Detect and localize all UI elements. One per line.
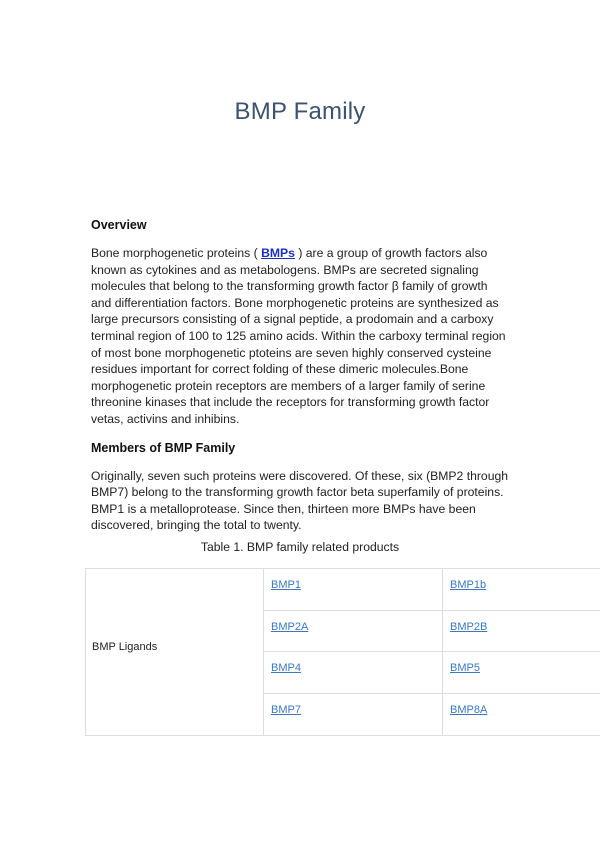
page-title: BMP Family bbox=[234, 98, 366, 125]
table-row bbox=[264, 611, 600, 653]
table-row bbox=[264, 569, 600, 611]
table-row bbox=[264, 652, 600, 694]
table-cell bbox=[264, 652, 443, 693]
table-cell bbox=[264, 611, 443, 652]
product-link-bmp1[interactable]: BMP1 bbox=[271, 579, 301, 591]
members-paragraph: Originally, seven such proteins were discovered. Of these, six (BMP2 through BMP7) belong to the transforming growth factor beta superfamily of proteins. BMP1 is a metalloprotease. Since then, thirteen more BMPs have been discovered, bringing the total to twenty. bbox=[91, 468, 509, 533]
table-cell bbox=[264, 694, 443, 736]
table-cell bbox=[443, 652, 600, 693]
product-link-bmp2b[interactable]: BMP2B bbox=[450, 620, 488, 633]
table-caption: Table 1. BMP family related products bbox=[200, 540, 400, 554]
bmps-link[interactable]: BMPs bbox=[261, 246, 295, 260]
products-table bbox=[85, 568, 600, 736]
document-body bbox=[91, 216, 511, 545]
product-link-bmp8a[interactable]: BMP8A bbox=[450, 703, 488, 716]
table-cell bbox=[443, 694, 600, 736]
overview-paragraph bbox=[91, 245, 511, 428]
product-link-bmp1b[interactable]: BMP1b bbox=[450, 579, 487, 591]
table-cell bbox=[264, 569, 443, 610]
overview-text-rest: ) are a group of growth factors also known as cytokines and as metabologens. BMPs are secreted signaling molecules that belong to the transforming growth factor β family of growth and differentiation factors. Bone morphogenetic proteins are synthesized as large precursors consisting of a signal peptide, a prodomain and a carboxy terminal region of 100 to 125 amino acids. Within the carboxy terminal region of most bone morphogenetic ptoteins are seven highly conserved cysteine residues important for correct folding of these dimeric molecules.Bone morphogenetic protein receptors are members of a larger family of serine threonine kinases that include the receptors for transforming growth factor vetas, activins and inhibins. bbox=[91, 246, 506, 426]
table-cell bbox=[443, 611, 600, 652]
group-label: BMP Ligands bbox=[92, 641, 158, 653]
group-cell bbox=[86, 569, 264, 735]
product-link-bmp2a[interactable]: BMP2A bbox=[271, 620, 309, 633]
product-link-bmp5[interactable]: BMP5 bbox=[450, 662, 480, 674]
overview-text-start: Bone morphogenetic proteins ( bbox=[91, 246, 262, 260]
overview-heading: Overview bbox=[91, 218, 147, 232]
table-cell bbox=[443, 569, 600, 610]
product-link-bmp7[interactable]: BMP7 bbox=[271, 703, 301, 716]
table-row bbox=[264, 694, 600, 736]
members-heading: Members of BMP Family bbox=[91, 440, 236, 455]
products-grid bbox=[264, 569, 600, 735]
product-link-bmp4[interactable]: BMP4 bbox=[271, 662, 301, 674]
